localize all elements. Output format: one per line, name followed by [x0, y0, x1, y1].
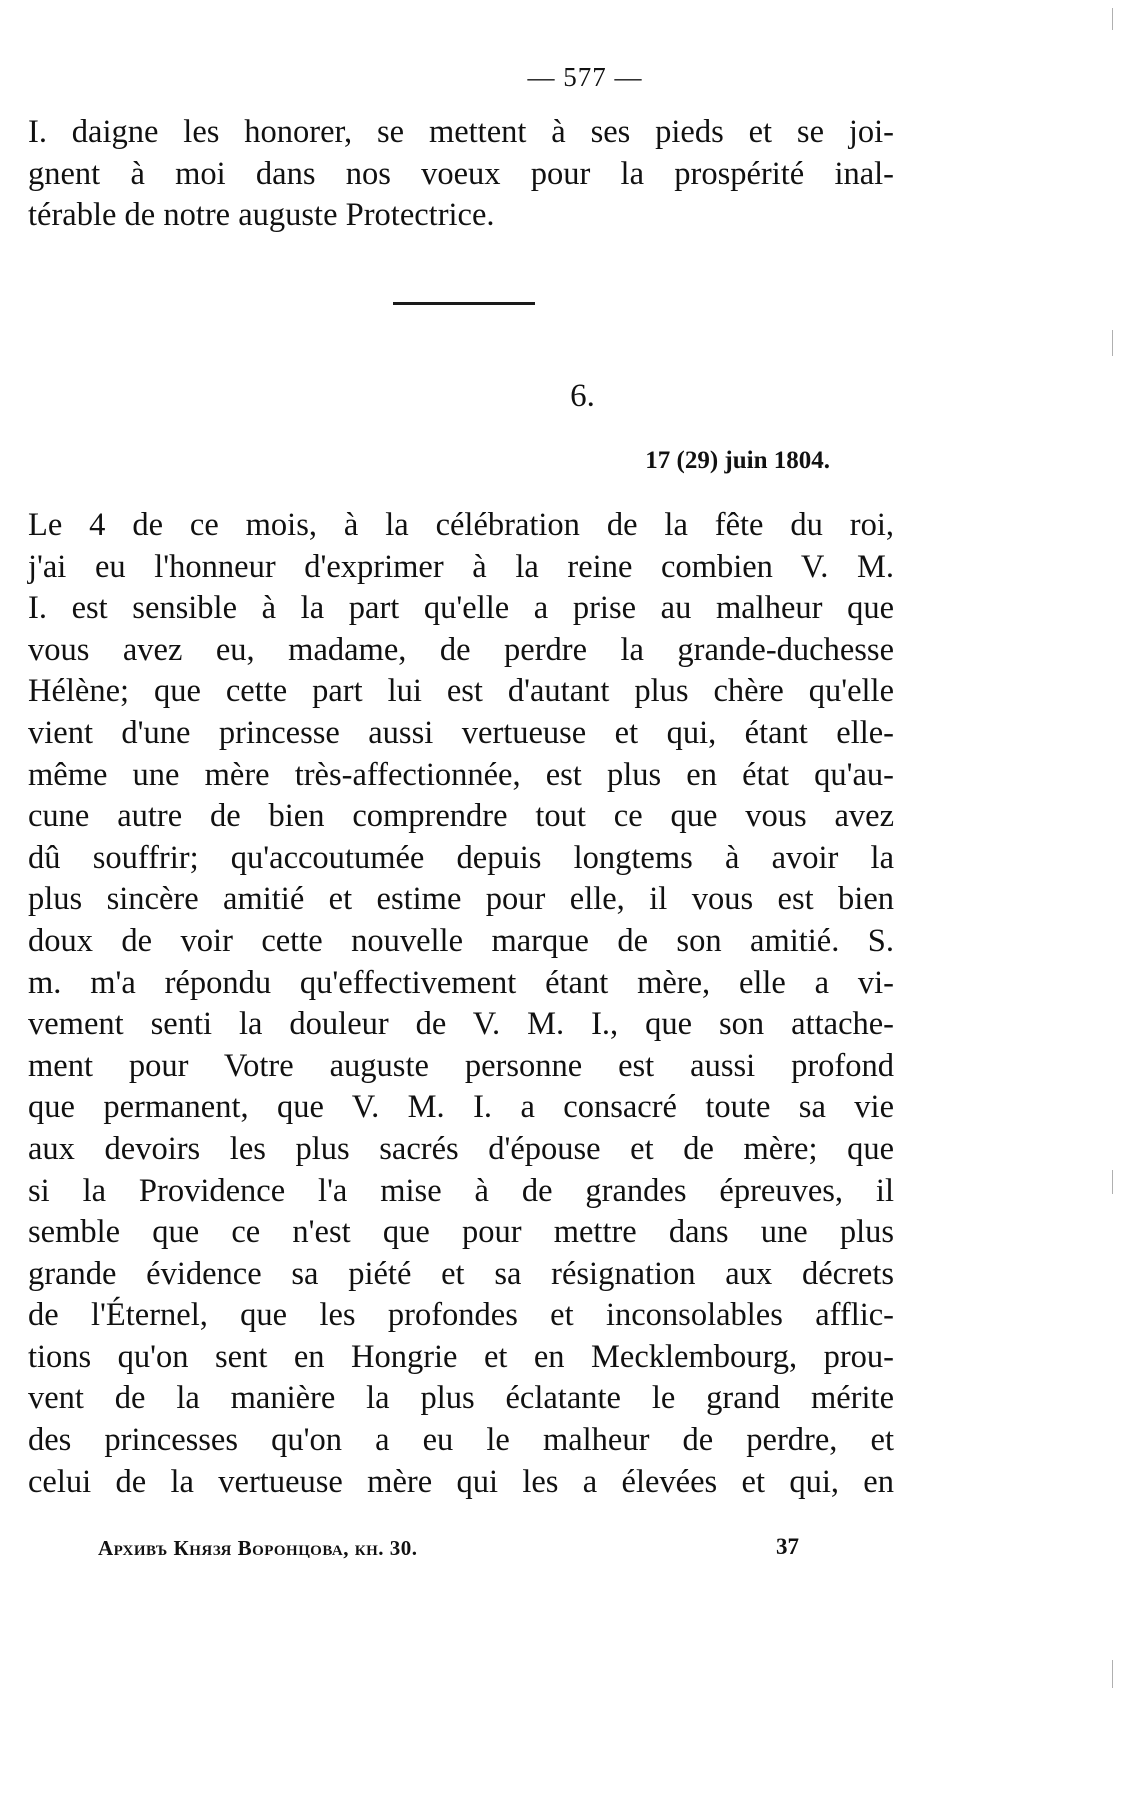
footer-source: Архивъ Князя Воронцова, кн. 30.: [98, 1536, 418, 1560]
text-line: ment pour Votre auguste personne est aussi profond: [28, 1047, 894, 1084]
letter-date: 17 (29) juin 1804.: [645, 447, 830, 474]
text-line: de l'Éternel, que les profondes et inconsolables afflic-: [28, 1297, 894, 1334]
text-line: gnent à moi dans nos voeux pour la prospérité inal-: [28, 155, 894, 192]
section-number: 6.: [570, 378, 595, 414]
text-line: térable de notre auguste Protectrice.: [28, 197, 495, 234]
section-separator: [393, 302, 535, 305]
text-line: dû souffrir; qu'accoutumée depuis longtems à avoir la: [28, 839, 894, 876]
main-paragraph: [28, 505, 894, 1503]
text-line: cune autre de bien comprendre tout ce que vous avez: [28, 798, 894, 835]
text-line: si la Providence l'a mise à de grandes épreuves, il: [28, 1172, 894, 1209]
scan-edge-mark: [1112, 330, 1113, 356]
text-line: tions qu'on sent en Hongrie et en Mecklembourg, prou-: [28, 1338, 894, 1375]
scan-edge-mark: [1112, 1170, 1113, 1194]
text-line: Hélène; que cette part lui est d'autant plus chère qu'elle: [28, 673, 894, 710]
text-line: semble que ce n'est que pour mettre dans une plus: [28, 1214, 894, 1251]
text-line: j'ai eu l'honneur d'exprimer à la reine combien V. M.: [28, 548, 894, 585]
text-line: I. est sensible à la part qu'elle a prise au malheur que: [28, 590, 894, 627]
text-line: m. m'a répondu qu'effectivement étant mère, elle a vi-: [28, 964, 894, 1001]
text-line: I. daigne les honorer, se mettent à ses pieds et se joi-: [28, 114, 894, 150]
text-line: doux de voir cette nouvelle marque de son amitié. S.: [28, 922, 894, 959]
text-line: grande évidence sa piété et sa résignation aux décrets: [28, 1255, 894, 1292]
page-number: — 577 —: [527, 62, 643, 92]
footer-signature-mark: 37: [776, 1534, 799, 1559]
scan-edge-mark: [1112, 8, 1113, 30]
text-line: celui de la vertueuse mère qui les a élevées et qui, en: [28, 1463, 894, 1500]
text-line: même une mère très-affectionnée, est plus en état qu'au-: [28, 756, 894, 793]
scan-edge-mark: [1112, 1660, 1113, 1688]
text-line: vient d'une princesse aussi vertueuse et qui, étant elle-: [28, 714, 894, 751]
top-paragraph: [28, 112, 894, 237]
text-line: Le 4 de ce mois, à la célébration de la fête du roi,: [28, 507, 894, 543]
text-line: vent de la manière la plus éclatante le grand mérite: [28, 1380, 894, 1417]
text-line: vous avez eu, madame, de perdre la grande-duchesse: [28, 631, 894, 668]
text-line: vement senti la douleur de V. M. I., que son attache-: [28, 1006, 894, 1043]
text-line: aux devoirs les plus sacrés d'épouse et de mère; que: [28, 1130, 894, 1167]
text-line: que permanent, que V. M. I. a consacré toute sa vie: [28, 1089, 894, 1126]
text-line: plus sincère amitié et estime pour elle, il vous est bien: [28, 881, 894, 918]
text-line: des princesses qu'on a eu le malheur de perdre, et: [28, 1422, 894, 1459]
